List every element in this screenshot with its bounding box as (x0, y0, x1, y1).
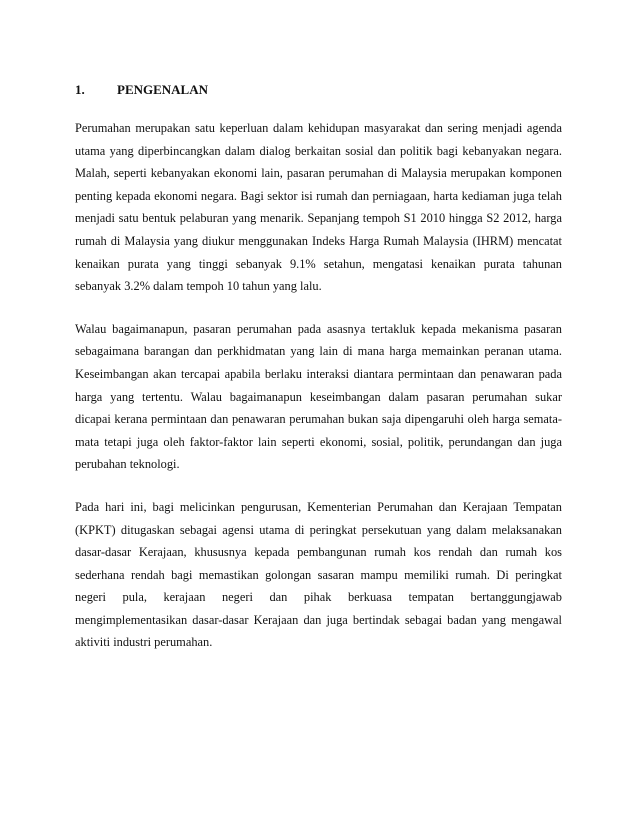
paragraph-line: utama yang diperbincangkan dalam dialog berkaitan sosial dan politik bagi kebanyakan negara. (75, 143, 562, 158)
paragraph-line: dicapai kerana permintaan dan penawaran perumahan bukan saja dipengaruhi oleh harga semata- (75, 412, 562, 427)
paragraph-line: dasar-dasar Kerajaan, khususnya kepada pembangunan rumah kos rendah dan rumah kos (75, 545, 562, 560)
paragraph-line: aktiviti industri perumahan. (75, 635, 213, 650)
paragraph-1 (75, 117, 562, 298)
paragraph-line: harga yang tertentu. Walau bagaimanapun keseimbangan dalam pasaran perumahan sukar (75, 389, 562, 404)
paragraph-line: Walau bagaimanapun, pasaran perumahan pada asasnya tertakluk kepada mekanisma pasaran (75, 321, 562, 336)
paragraph-line: sederhana rendah bagi memastikan golongan sasaran mampu memiliki rumah. Di peringkat (75, 567, 562, 582)
paragraph-2 (75, 318, 562, 476)
paragraph-line: perubahan teknologi. (75, 457, 180, 472)
paragraph-line: rumah di Malaysia yang diukur menggunakan Indeks Harga Rumah Malaysia (IHRM) mencatat (75, 233, 562, 248)
paragraph-line: Perumahan merupakan satu keperluan dalam kehidupan masyarakat dan sering menjadi agenda (75, 121, 562, 135)
paragraph-line: Pada hari ini, bagi melicinkan pengurusan, Kementerian Perumahan dan Kerajaan Tempatan (75, 499, 562, 514)
paragraph-3 (75, 496, 562, 654)
section-number: 1. (75, 82, 85, 97)
paragraph-line: Malah, seperti kebanyakan ekonomi lain, pasaran perumahan di Malaysia merupakan komponen (75, 166, 562, 181)
section-heading (75, 81, 562, 98)
paragraph-line: negeri pula, kerajaan negeri dan pihak berkuasa tempatan bertanggungjawab (75, 590, 562, 605)
paragraph-line: sebanyak 3.2% dalam tempoh 10 tahun yang lalu. (75, 279, 322, 294)
paragraph-line: kenaikan purata yang tinggi sebanyak 9.1% setahun, mengatasi kenaikan purata tahunan (75, 256, 562, 271)
paragraph-line: menjadi satu bentuk pelaburan yang menarik. Sepanjang tempoh S1 2010 hingga S2 2012, harga (75, 211, 562, 226)
document-page (75, 81, 562, 674)
paragraph-line: mata tetapi juga oleh faktor-faktor lain seperti ekonomi, sosial, politik, perundangan dan juga (75, 434, 562, 449)
paragraph-line: sebagaimana barangan dan perkhidmatan yang lain di mana harga memainkan peranan utama. (75, 344, 562, 359)
paragraph-line: mengimplementasikan dasar-dasar Kerajaan dan juga bertindak sebagai badan yang mengawal (75, 612, 562, 627)
paragraph-line: penting kepada ekonomi negara. Bagi sektor isi rumah dan perniagaan, harta kediaman juga telah (75, 188, 562, 203)
section-title: PENGENALAN (117, 82, 209, 97)
paragraph-line: Keseimbangan akan tercapai apabila berlaku interaksi diantara permintaan dan penawaran pada (75, 366, 562, 381)
paragraph-line: (KPKT) ditugaskan sebagai agensi utama di peringkat persekutuan yang dalam melaksanakan (75, 522, 562, 537)
